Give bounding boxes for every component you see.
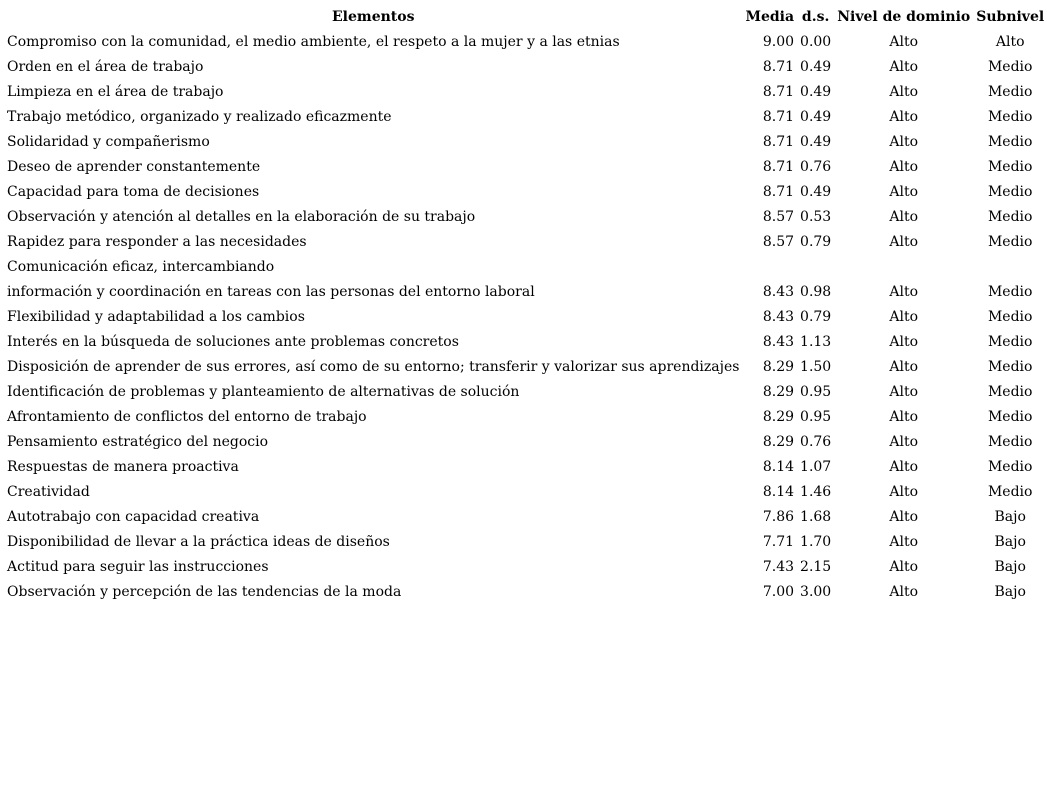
header-media: Media xyxy=(745,8,795,25)
ds-cell: 1.13 xyxy=(800,333,832,350)
subnivel-cell: Medio xyxy=(987,208,1033,225)
subnivel-cell: Medio xyxy=(987,458,1033,475)
media-cell: 8.57 xyxy=(762,233,795,250)
media-cell: 8.71 xyxy=(762,158,795,175)
ds-cell: 0.79 xyxy=(800,233,832,250)
ds-cell: 1.70 xyxy=(800,533,832,550)
ds-cell: 0.76 xyxy=(800,433,832,450)
table-row xyxy=(4,229,1047,254)
nivel-cell: Alto xyxy=(889,358,919,375)
element-cell: Flexibilidad y adaptabilidad a los cambios xyxy=(7,308,305,325)
element-cell: Pensamiento estratégico del negocio xyxy=(7,433,269,450)
competencies-table xyxy=(4,4,1047,604)
table-row xyxy=(4,304,1047,329)
element-cell: Observación y percepción de las tendencias de la moda xyxy=(7,583,402,600)
nivel-cell: Alto xyxy=(889,108,919,125)
table-row xyxy=(4,54,1047,79)
subnivel-cell: Medio xyxy=(987,133,1033,150)
element-cell: Observación y atención al detalles en la elaboración de su trabajo xyxy=(7,208,476,225)
media-cell: 8.71 xyxy=(762,183,795,200)
nivel-cell: Alto xyxy=(889,458,919,475)
element-cell: Respuestas de manera proactiva xyxy=(7,458,239,475)
nivel-cell: Alto xyxy=(889,183,919,200)
ds-cell: 1.50 xyxy=(800,358,832,375)
element-cell: Limpieza en el área de trabajo xyxy=(7,83,224,100)
ds-cell: 2.15 xyxy=(800,558,832,575)
ds-cell: 0.76 xyxy=(800,158,832,175)
subnivel-cell: Medio xyxy=(987,483,1033,500)
subnivel-cell: Bajo xyxy=(994,558,1026,575)
subnivel-cell: Medio xyxy=(987,308,1033,325)
table-row xyxy=(4,454,1047,479)
media-cell: 8.14 xyxy=(762,483,795,500)
ds-cell: 0.49 xyxy=(800,183,832,200)
subnivel-cell: Medio xyxy=(987,83,1033,100)
subnivel-cell: Bajo xyxy=(994,508,1026,525)
subnivel-cell xyxy=(973,254,1047,279)
media-cell: 7.43 xyxy=(762,558,795,575)
element-cell: Interés en la búsqueda de soluciones ante problemas concretos xyxy=(7,333,459,350)
table-row xyxy=(4,279,1047,304)
ds-cell: 0.53 xyxy=(800,208,832,225)
nivel-cell: Alto xyxy=(889,408,919,425)
media-cell: 7.86 xyxy=(762,508,795,525)
ds-cell: 0.98 xyxy=(800,283,832,300)
ds-cell: 0.49 xyxy=(800,133,832,150)
table-row xyxy=(4,354,1047,379)
media-cell: 8.14 xyxy=(762,458,795,475)
element-cell: Disponibilidad de llevar a la práctica ideas de diseños xyxy=(7,533,390,550)
element-cell: Compromiso con la comunidad, el medio ambiente, el respeto a la mujer y a las etnias xyxy=(7,33,620,50)
ds-cell: 1.07 xyxy=(800,458,832,475)
media-cell: 8.71 xyxy=(762,83,795,100)
media-cell: 8.71 xyxy=(762,58,795,75)
element-cell: Solidaridad y compañerismo xyxy=(7,133,210,150)
table-row xyxy=(4,404,1047,429)
ds-cell: 0.95 xyxy=(800,408,832,425)
media-cell: 8.29 xyxy=(762,433,795,450)
nivel-cell: Alto xyxy=(889,483,919,500)
table-body xyxy=(4,29,1047,604)
subnivel-cell: Medio xyxy=(987,183,1033,200)
table-row xyxy=(4,379,1047,404)
ds-cell: 0.49 xyxy=(800,108,832,125)
media-cell: 8.43 xyxy=(762,283,795,300)
subnivel-cell: Medio xyxy=(987,233,1033,250)
element-cell: Deseo de aprender constantemente xyxy=(7,158,261,175)
subnivel-cell: Medio xyxy=(987,358,1033,375)
ds-cell: 0.49 xyxy=(800,58,832,75)
subnivel-cell: Medio xyxy=(987,58,1033,75)
subnivel-cell: Medio xyxy=(987,283,1033,300)
media-cell: 8.29 xyxy=(762,383,795,400)
media-cell: 8.43 xyxy=(762,333,795,350)
media-cell: 8.29 xyxy=(762,408,795,425)
ds-cell: 0.95 xyxy=(800,383,832,400)
table-row xyxy=(4,154,1047,179)
table-row xyxy=(4,104,1047,129)
subnivel-cell: Medio xyxy=(987,108,1033,125)
table-row xyxy=(4,429,1047,454)
subnivel-cell: Medio xyxy=(987,408,1033,425)
nivel-cell: Alto xyxy=(889,583,919,600)
nivel-cell: Alto xyxy=(889,133,919,150)
element-cell: Autotrabajo con capacidad creativa xyxy=(7,508,260,525)
ds-cell xyxy=(797,254,834,279)
ds-cell: 3.00 xyxy=(800,583,832,600)
element-cell: Identificación de problemas y planteamiento de alternativas de solución xyxy=(7,383,520,400)
media-cell: 7.00 xyxy=(762,583,795,600)
nivel-cell: Alto xyxy=(889,308,919,325)
table-row xyxy=(4,79,1047,104)
nivel-cell: Alto xyxy=(889,58,919,75)
header-row xyxy=(4,4,1047,29)
element-cell: información y coordinación en tareas con las personas del entorno laboral xyxy=(7,283,535,300)
media-cell: 8.57 xyxy=(762,208,795,225)
subnivel-cell: Bajo xyxy=(994,583,1026,600)
table-row xyxy=(4,479,1047,504)
table-row xyxy=(4,529,1047,554)
ds-cell: 1.68 xyxy=(800,508,832,525)
subnivel-cell: Medio xyxy=(987,158,1033,175)
element-cell: Capacidad para toma de decisiones xyxy=(7,183,260,200)
table-row xyxy=(4,254,1047,279)
nivel-cell: Alto xyxy=(889,558,919,575)
nivel-cell: Alto xyxy=(889,333,919,350)
table-row xyxy=(4,204,1047,229)
table-row xyxy=(4,579,1047,604)
media-cell: 8.43 xyxy=(762,308,795,325)
table-row xyxy=(4,329,1047,354)
media-cell: 8.71 xyxy=(762,108,795,125)
element-cell: Rapidez para responder a las necesidades xyxy=(7,233,307,250)
nivel-cell: Alto xyxy=(889,508,919,525)
element-cell: Actitud para seguir las instrucciones xyxy=(7,558,269,575)
nivel-cell: Alto xyxy=(889,158,919,175)
nivel-cell xyxy=(834,254,973,279)
media-cell: 7.71 xyxy=(762,533,795,550)
ds-cell: 1.46 xyxy=(800,483,832,500)
ds-cell: 0.79 xyxy=(800,308,832,325)
nivel-cell: Alto xyxy=(889,433,919,450)
subnivel-cell: Medio xyxy=(987,383,1033,400)
table-row xyxy=(4,504,1047,529)
nivel-cell: Alto xyxy=(889,533,919,550)
nivel-cell: Alto xyxy=(889,208,919,225)
media-cell xyxy=(742,254,797,279)
subnivel-cell: Medio xyxy=(987,433,1033,450)
ds-cell: 0.00 xyxy=(800,33,832,50)
media-cell: 9.00 xyxy=(762,33,795,50)
media-cell: 8.71 xyxy=(762,133,795,150)
header-elementos: Elementos xyxy=(331,8,415,25)
element-cell: Trabajo metódico, organizado y realizado eficazmente xyxy=(7,108,392,125)
element-cell: Disposición de aprender de sus errores, así como de su entorno; transferir y valorizar sus aprendizajes xyxy=(7,358,740,375)
header-nivel: Nivel de dominio xyxy=(837,8,971,25)
element-cell: Orden en el área de trabajo xyxy=(7,58,204,75)
subnivel-cell: Alto xyxy=(995,33,1025,50)
subnivel-cell: Bajo xyxy=(994,533,1026,550)
nivel-cell: Alto xyxy=(889,283,919,300)
header-ds: d.s. xyxy=(801,8,830,25)
table-row xyxy=(4,129,1047,154)
table-row xyxy=(4,179,1047,204)
table-row xyxy=(4,29,1047,54)
element-cell: Afrontamiento de conflictos del entorno de trabajo xyxy=(7,408,367,425)
nivel-cell: Alto xyxy=(889,33,919,50)
subnivel-cell: Medio xyxy=(987,333,1033,350)
header-subnivel: Subnivel xyxy=(976,8,1045,25)
media-cell: 8.29 xyxy=(762,358,795,375)
nivel-cell: Alto xyxy=(889,383,919,400)
element-cell: Creatividad xyxy=(7,483,90,500)
nivel-cell: Alto xyxy=(889,83,919,100)
ds-cell: 0.49 xyxy=(800,83,832,100)
nivel-cell: Alto xyxy=(889,233,919,250)
table-row xyxy=(4,554,1047,579)
element-cell: Comunicación eficaz, intercambiando xyxy=(7,258,275,275)
